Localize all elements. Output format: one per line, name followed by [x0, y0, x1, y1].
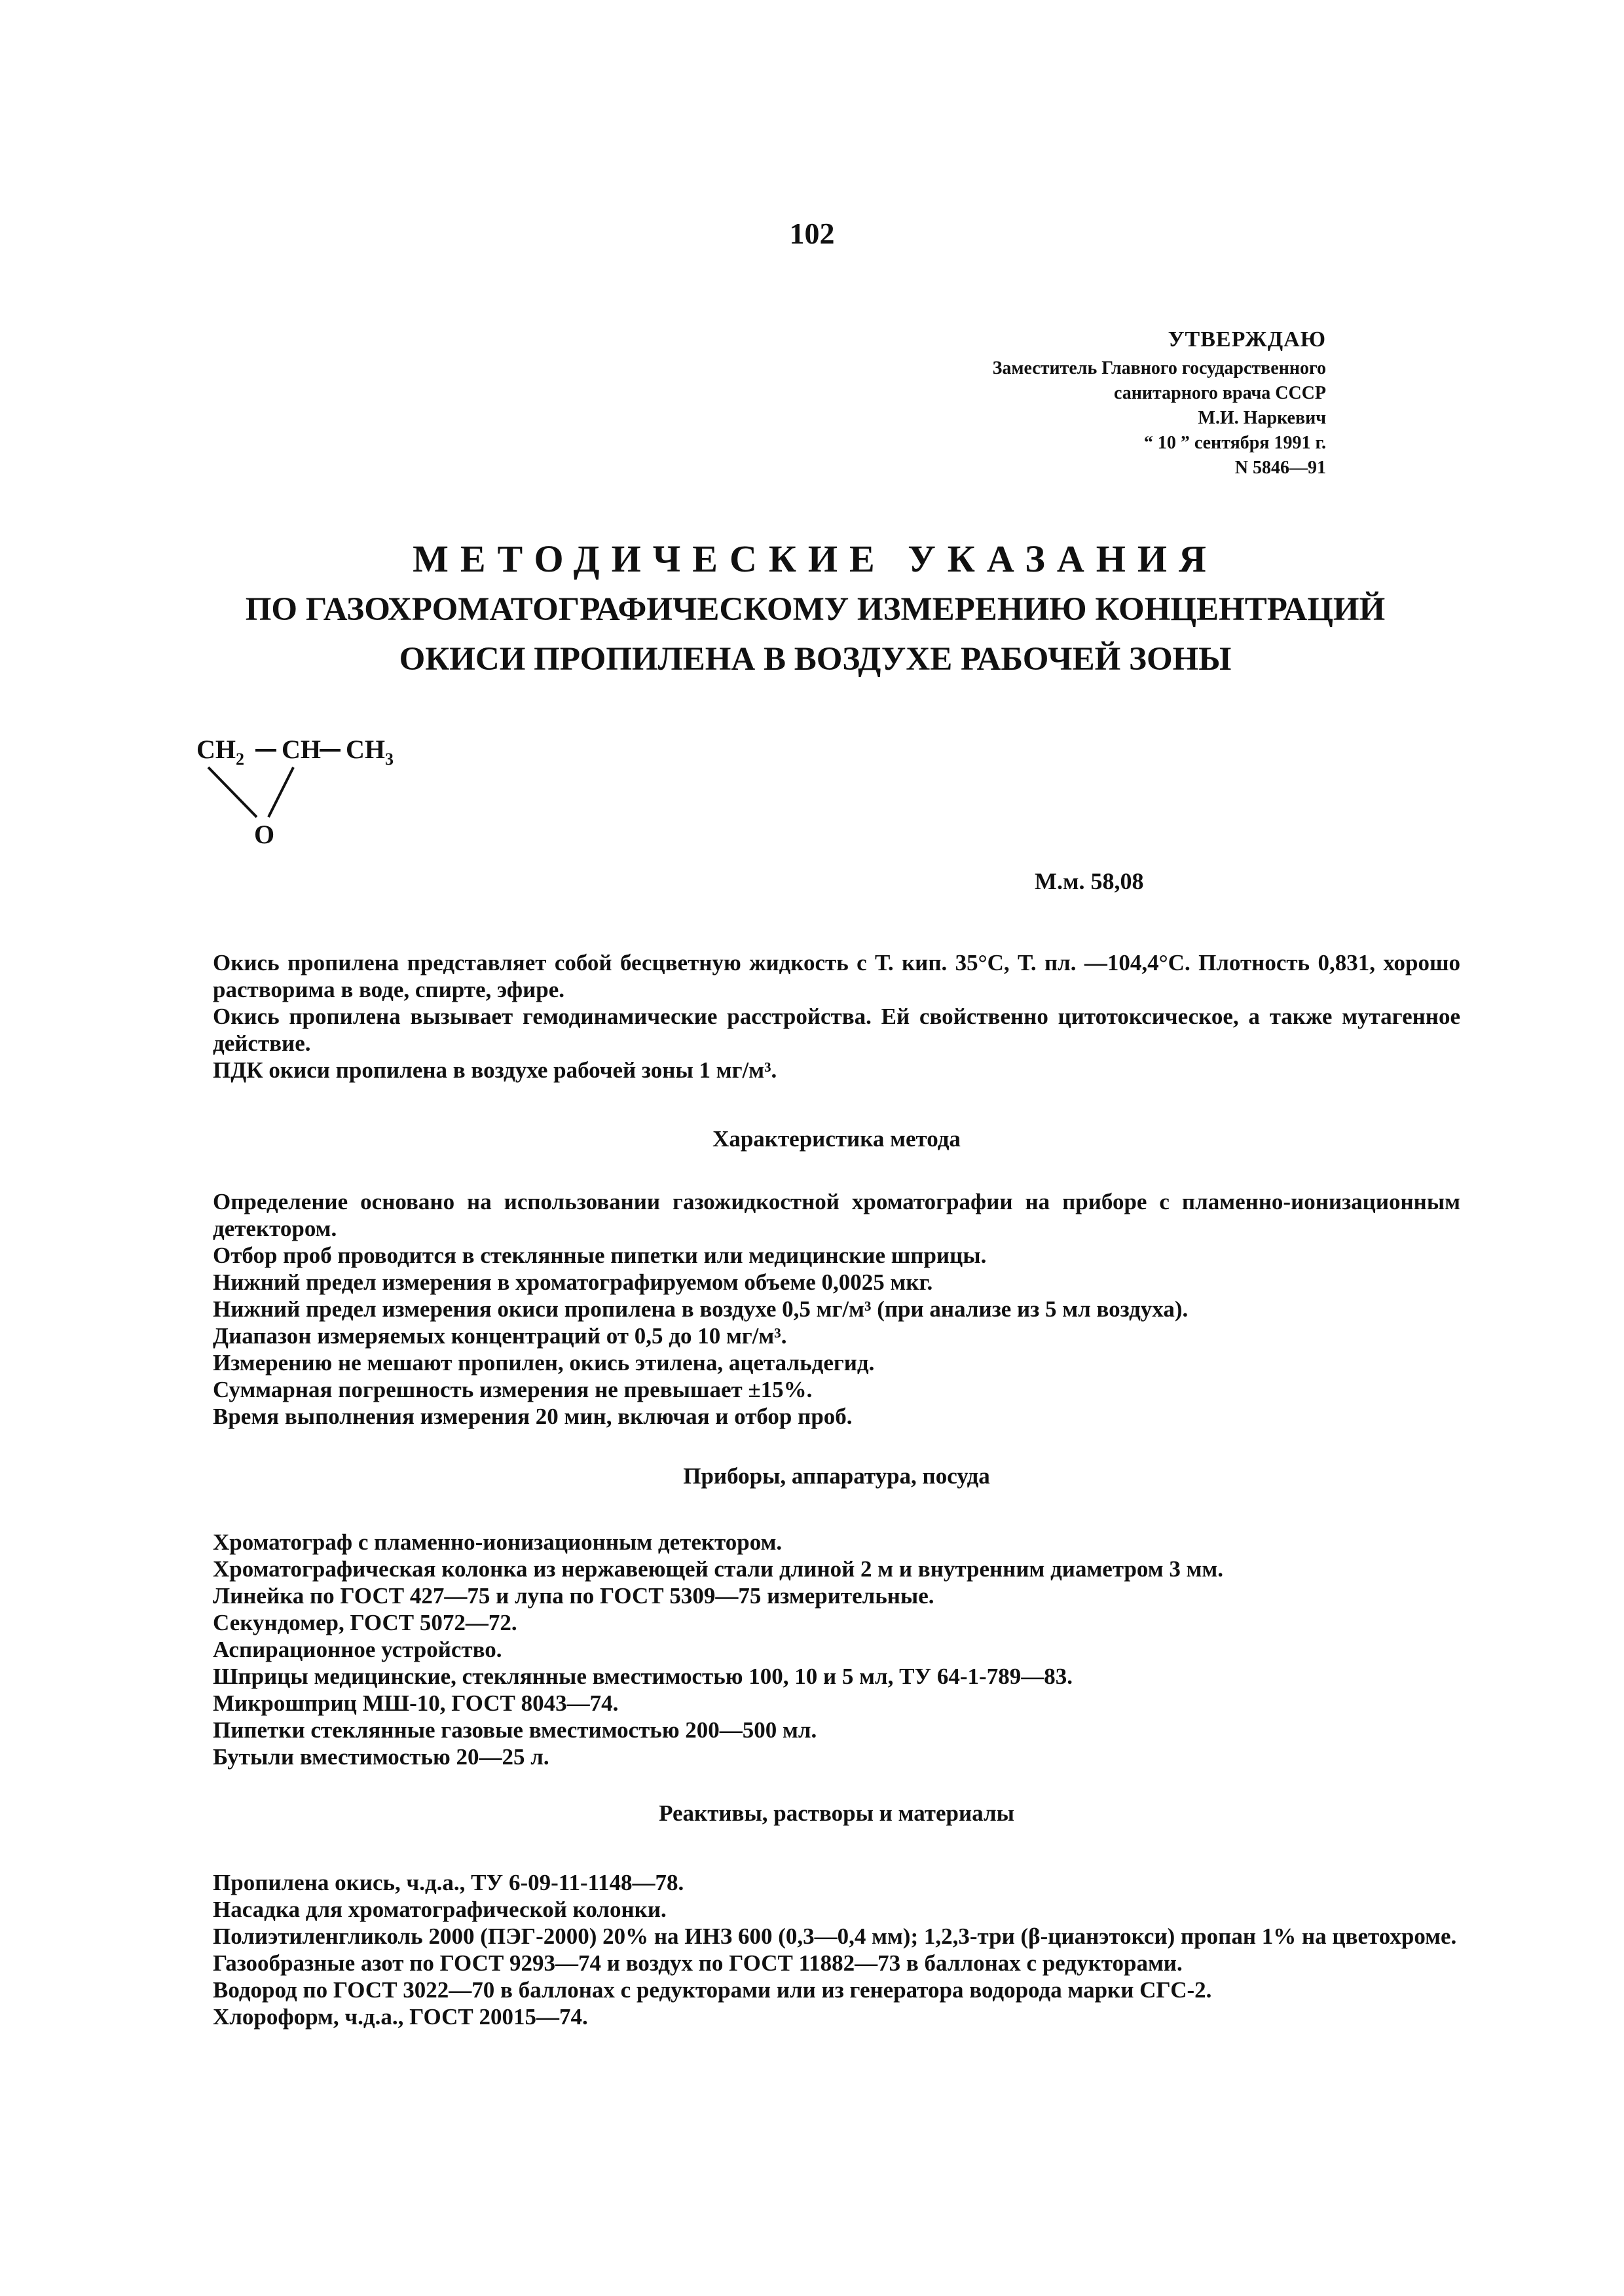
approval-block [737, 327, 1326, 481]
list-item: Секундомер, ГОСТ 5072—72. [213, 1610, 517, 1635]
list-item: Линейка по ГОСТ 427—75 и лупа по ГОСТ 5309—75 измерительные. [213, 1583, 934, 1609]
paragraph: ПДК окиси пропилена в воздухе рабочей зоны 1 мг/м³. [213, 1057, 777, 1083]
instruments-list [213, 1529, 1460, 1770]
approval-heading: УТВЕРЖДАЮ [1168, 327, 1326, 352]
list-item: Микрошприц МШ-10, ГОСТ 8043—74. [213, 1690, 619, 1716]
list-item: Аспирационное устройство. [213, 1637, 502, 1662]
list-item: Нижний предел измерения в хроматографируемом объеме 0,0025 мкг. [213, 1269, 933, 1295]
molar-mass: М.м. 58,08 [1035, 868, 1144, 894]
list-item: Полиэтиленгликоль 2000 (ПЭГ-2000) 20% на ИНЗ 600 (0,3—0,4 мм); 1,2,3-три (β-цианэтокси) пропан 1% на цветохроме. [213, 1923, 1457, 1949]
formula-oxygen: O [254, 820, 275, 849]
list-item: Нижний предел измерения окиси пропилена в воздухе 0,5 мг/м³ (при анализе из 5 мл воздуха). [213, 1296, 1189, 1322]
section-heading-method: Характеристика метода [712, 1126, 961, 1152]
paragraph: Окись пропилена вызывает гемодинамические расстройства. Ей свойственно цитотоксическое, а также мутагенное действие. [213, 1004, 1460, 1056]
formula-ch2: $CH_2$ [196, 735, 244, 769]
list-item: Газообразные азот по ГОСТ 9293—74 и воздух по ГОСТ 11882—73 в баллонах с редукторами. [213, 1950, 1183, 1976]
list-item: Определение основано на использовании газожидкостной хроматографии на приборе с пламенно-ионизационным детектором. [213, 1189, 1460, 1241]
paragraph: Окись пропилена представляет собой бесцветную жидкость с Т. кип. 35°С, Т. пл. —104,4°С. Плотность 0,831, хорошо растворима в воде, спирте, эфире. [213, 950, 1460, 1002]
list-item: Суммарная погрешность измерения не превышает ±15%. [213, 1377, 813, 1402]
reagents-list [213, 1869, 1460, 2030]
approval-number: N 5846—91 [1234, 458, 1326, 478]
list-item: Время выполнения измерения 20 мин, включая и отбор проб. [213, 1404, 853, 1429]
method-list [213, 1188, 1460, 1430]
structural-formula [196, 727, 471, 858]
title-line: ОКИСИ ПРОПИЛЕНА В ВОЗДУХЕ РАБОЧЕЙ ЗОНЫ [399, 641, 1232, 678]
approval-date: “ 10 ” сентября 1991 г. [1143, 433, 1326, 453]
list-item: Отбор проб проводится в стеклянные пипетки или медицинские шприцы. [213, 1243, 987, 1268]
formula-ring-bond [208, 767, 257, 817]
intro-text [213, 949, 1460, 1084]
title-line: МЕТОДИЧЕСКИЕ УКАЗАНИЯ [413, 538, 1218, 580]
title-line: ПО ГАЗОХРОМАТОГРАФИЧЕСКОМУ ИЗМЕРЕНИЮ КОНЦЕНТРАЦИЙ [245, 591, 1386, 628]
approval-line: М.И. Наркевич [1198, 408, 1326, 428]
list-item: Хлороформ, ч.д.а., ГОСТ 20015—74. [213, 2004, 588, 2030]
list-item: Насадка для хроматографической колонки. [213, 1897, 667, 1922]
approval-line: санитарного врача СССР [1114, 383, 1326, 403]
list-item: Водород по ГОСТ 3022—70 в баллонах с редукторами или из генератора водорода марки СГС-2. [213, 1977, 1212, 2003]
formula-ch3: $CH_3$ [346, 735, 394, 769]
formula-ring-bond [268, 767, 293, 817]
list-item: Шприцы медицинские, стеклянные вместимостью 100, 10 и 5 мл, ТУ 64-1-789—83. [213, 1664, 1073, 1689]
page-number: 102 [789, 217, 835, 250]
formula-ch: CH [282, 735, 321, 764]
list-item: Диапазон измеряемых концентраций от 0,5 до 10 мг/м³. [213, 1323, 787, 1349]
list-item: Хроматографическая колонка из нержавеющей стали длиной 2 м и внутренним диаметром 3 мм. [213, 1556, 1224, 1582]
document-title [196, 534, 1434, 684]
list-item: Измерению не мешают пропилен, окись этилена, ацетальдегид. [213, 1350, 875, 1376]
section-heading-reagents: Реактивы, растворы и материалы [659, 1800, 1014, 1826]
list-item: Бутыли вместимостью 20—25 л. [213, 1744, 549, 1770]
section-heading-instruments: Приборы, аппаратура, посуда [683, 1463, 990, 1489]
list-item: Пипетки стеклянные газовые вместимостью 200—500 мл. [213, 1717, 817, 1743]
list-item: Хроматограф с пламенно-ионизационным детектором. [213, 1529, 783, 1555]
approval-line: Заместитель Главного государственного [992, 358, 1326, 378]
list-item: Пропилена окись, ч.д.а., ТУ 6-09-11-1148—78. [213, 1870, 684, 1895]
